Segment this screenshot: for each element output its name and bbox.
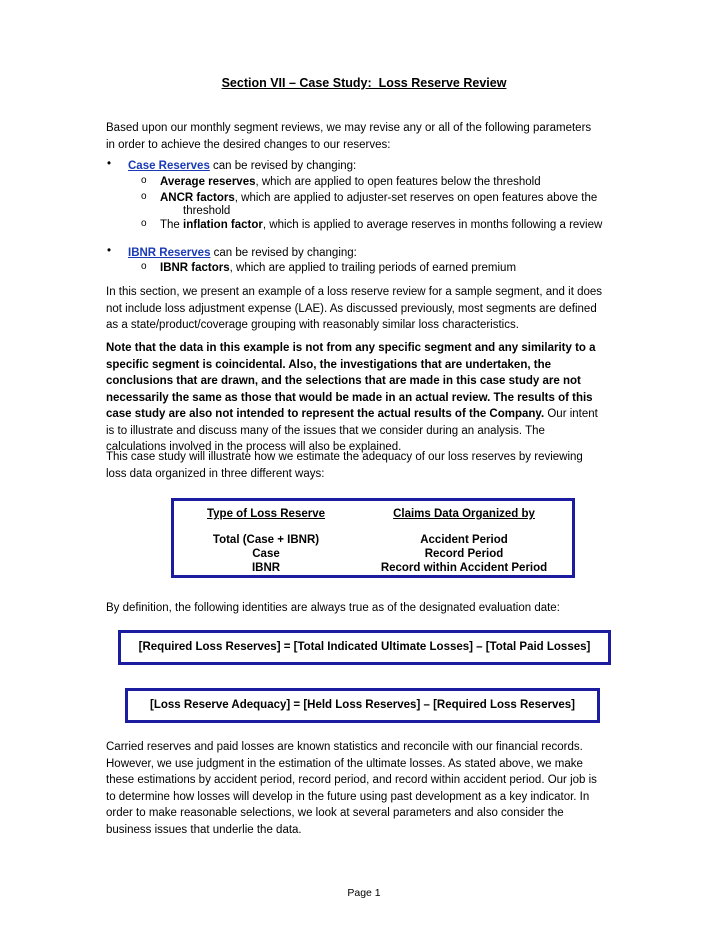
- paragraph-line: is to illustrate and discuss many of the issues that we consider during an analysis. The: [106, 424, 545, 437]
- paragraph-line: necessarily the same as those that would be made in an actual review. The results of this: [106, 391, 593, 404]
- paragraph-line: In this section, we present an example of a loss reserve review for a sample segment, and it does: [106, 286, 603, 298]
- paragraph-line: However, we use judgment in the estimation of the ultimate losses. As stated above, we make: [106, 757, 583, 770]
- paragraph-line: Carried reserves and paid losses are known statistics and reconcile with our financial records.: [106, 741, 583, 753]
- table-cell: Record within Accident Period: [380, 562, 548, 574]
- paragraph-line: these estimations by accident period, record period, and record within accident period. Our job is: [106, 774, 597, 786]
- scope-paragraph: [106, 284, 626, 334]
- reserve-adequacy-formula: [Loss Reserve Adequacy] = [Held Loss Reserves] – [Required Loss Reserves]: [125, 688, 600, 723]
- table-cell: Total (Case + IBNR): [212, 534, 320, 546]
- table-cell: IBNR: [251, 562, 281, 574]
- disclaimer-paragraph: [106, 340, 626, 456]
- sub-item-average-reserves: [160, 174, 630, 191]
- ibnr-reserves-link[interactable]: IBNR Reserves: [128, 247, 211, 259]
- ibnr-reserves-text: can be revised by changing:: [210, 247, 357, 259]
- case-reserves-bullet: [128, 158, 628, 175]
- definition-paragraph: By definition, the following identities are always true as of the designated evaluation date:: [106, 602, 560, 614]
- sub-item-text: , which are applied to open features below the threshold: [255, 176, 541, 188]
- sub-item-bold: Average reserves: [160, 176, 256, 188]
- sub-item-ancr-factors: [160, 190, 630, 207]
- sub-item-bold: ANCR factors: [160, 192, 235, 204]
- intro-line: Based upon our monthly segment reviews, we may revise any or all of the following parameters: [106, 122, 592, 134]
- sentence-tail: Our intent: [544, 408, 598, 420]
- intro-line: in order to achieve the desired changes to our reserves:: [106, 138, 391, 151]
- sub-item-prefix: The: [160, 219, 184, 231]
- circle-bullet-icon: o: [141, 218, 147, 229]
- paragraph-line: conclusions that are drawn, and the selections that are made in this case study are not: [106, 375, 581, 387]
- sub-item-bold: inflation factor: [183, 219, 263, 231]
- bullet-dot-icon: •: [107, 245, 112, 257]
- loss-reserve-table: [171, 498, 575, 578]
- sub-item-continuation: threshold: [183, 205, 231, 217]
- circle-bullet-icon: o: [141, 175, 147, 186]
- sub-item-inflation-factor: [160, 217, 630, 234]
- table-cell: Accident Period: [420, 534, 508, 546]
- case-reserves-text: can be revised by changing:: [209, 160, 357, 172]
- sub-item-ibnr-factors: [160, 260, 630, 277]
- organization-paragraph: [106, 449, 626, 482]
- circle-bullet-icon: o: [141, 261, 147, 272]
- case-reserves-link[interactable]: Case Reserves: [128, 160, 210, 172]
- table-cell: Record Period: [424, 548, 504, 560]
- paragraph-line: business issues that underlie the data.: [106, 823, 302, 836]
- circle-bullet-icon: o: [141, 191, 147, 202]
- sub-item-text: , which are applied to adjuster-set reserves on open features above the: [234, 192, 598, 204]
- paragraph-line: Note that the data in this example is not from any specific segment and any similarity to a: [106, 342, 596, 354]
- table-header-organized-by: Claims Data Organized by: [393, 508, 535, 520]
- bold-sentence: case study are also not intended to represent the actual results of the Company.: [106, 408, 545, 420]
- paragraph-line: not include loss adjustment expense (LAE). As discussed previously, most segments are defined: [106, 302, 597, 315]
- bullet-dot-icon: •: [107, 158, 112, 170]
- table-cell: Case: [252, 548, 280, 560]
- sub-item-text: , which is applied to average reserves in months following a review: [262, 219, 603, 231]
- paragraph-line: as a state/product/coverage grouping with reasonably similar loss characteristics.: [106, 319, 519, 331]
- sub-item-text: , which are applied to trailing periods of earned premium: [229, 262, 517, 274]
- required-reserves-formula: [Required Loss Reserves] = [Total Indicated Ultimate Losses] – [Total Paid Losses]: [118, 630, 611, 665]
- paragraph-line: loss data organized in three different ways:: [106, 467, 325, 480]
- sub-item-bold: IBNR factors: [160, 262, 230, 274]
- paragraph-line: This case study will illustrate how we estimate the adequacy of our loss reserves by reviewing: [106, 451, 583, 463]
- judgment-paragraph: [106, 739, 626, 838]
- paragraph-line: to determine how losses will develop in the future using past development as a key indicator. In: [106, 790, 590, 803]
- paragraph-line: calculations involved in the process will also be explained.: [106, 441, 402, 453]
- paragraph-line: specific segment is coincidental. Also, the investigations that are undertaken, the: [106, 358, 551, 371]
- page-number: Page 1: [347, 887, 381, 899]
- paragraph-line: order to make reasonable selections, we look at several parameters and also consider the: [106, 807, 564, 819]
- section-title: Section VII – Case Study: Loss Reserve Review: [221, 76, 507, 90]
- intro-paragraph: [106, 120, 626, 153]
- paragraph-line: [106, 406, 626, 423]
- table-header-type: Type of Loss Reserve: [206, 508, 326, 520]
